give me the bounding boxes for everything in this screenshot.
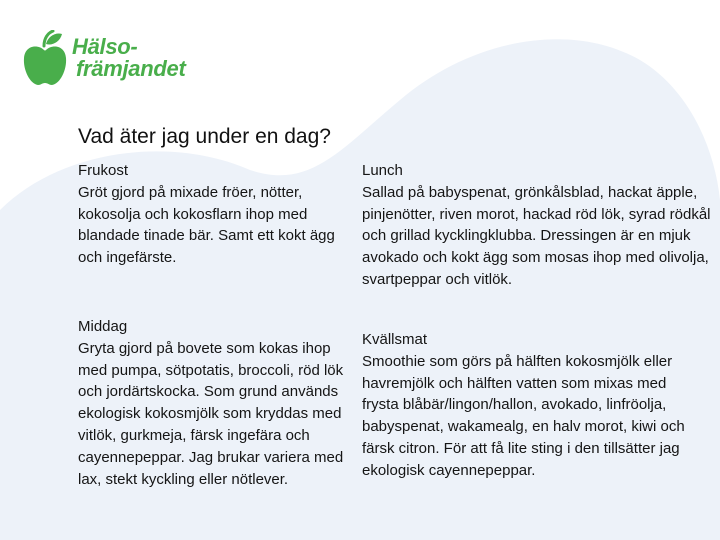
page-title: Vad äter jag under en dag? bbox=[78, 125, 331, 148]
meal-block-breakfast bbox=[78, 160, 348, 269]
meal-heading-breakfast: Frukost bbox=[78, 162, 129, 179]
meal-block-dinner bbox=[78, 316, 348, 490]
meal-block-lunch bbox=[362, 160, 714, 291]
meal-heading-evening: Kvällsmat bbox=[362, 331, 428, 348]
meal-text-lunch: Sallad på babyspenat, grönkålsblad, hackat äpple, pinjenötter, riven morot, hackad röd lök, syrad rödkål och grillad kycklingklubba. Dressingen är en mjuk avokado och kokt ägg som mosas ihop med olivolja, svartpeppar och vitlök. bbox=[362, 183, 711, 288]
meal-text-dinner: Gryta gjord på bovete som kokas ihop med pumpa, sötpotatis, broccoli, röd lök och jordärtskocka. Som grund används ekologisk kokosmjölk som kryddas med vitlök, gurkmeja, färsk ingefära och cayennepeppar. Jag brukar variera med lax, stekt kyckling eller nötlever. bbox=[78, 339, 344, 488]
meal-heading-lunch: Lunch bbox=[362, 162, 403, 179]
meal-text-evening: Smoothie som görs på hälften kokosmjölk eller havremjölk och hälften vatten som mixas med frysta blåbär/lingon/hallon, avokado, linfröolja, babyspenat, wakamealg, en halv morot, kiwi och färsk citron. För att få lite sting i den tillsätter jag ekologisk cayennepeppar. bbox=[362, 352, 685, 479]
meal-block-evening bbox=[362, 329, 692, 482]
apple-icon bbox=[22, 30, 68, 88]
meal-text-breakfast: Gröt gjord på mixade fröer, nötter, kokosolja och kokosflarn ihop med blandade tinade bär. Samt ett kokt ägg och ingefärste. bbox=[78, 183, 335, 267]
logo-line-2: främjandet bbox=[76, 56, 186, 81]
halsofrämjandet-logo bbox=[22, 30, 186, 92]
logo-line-1: Hälso- bbox=[72, 34, 138, 59]
meal-heading-dinner: Middag bbox=[78, 318, 128, 335]
logo-wordmark bbox=[72, 36, 185, 80]
